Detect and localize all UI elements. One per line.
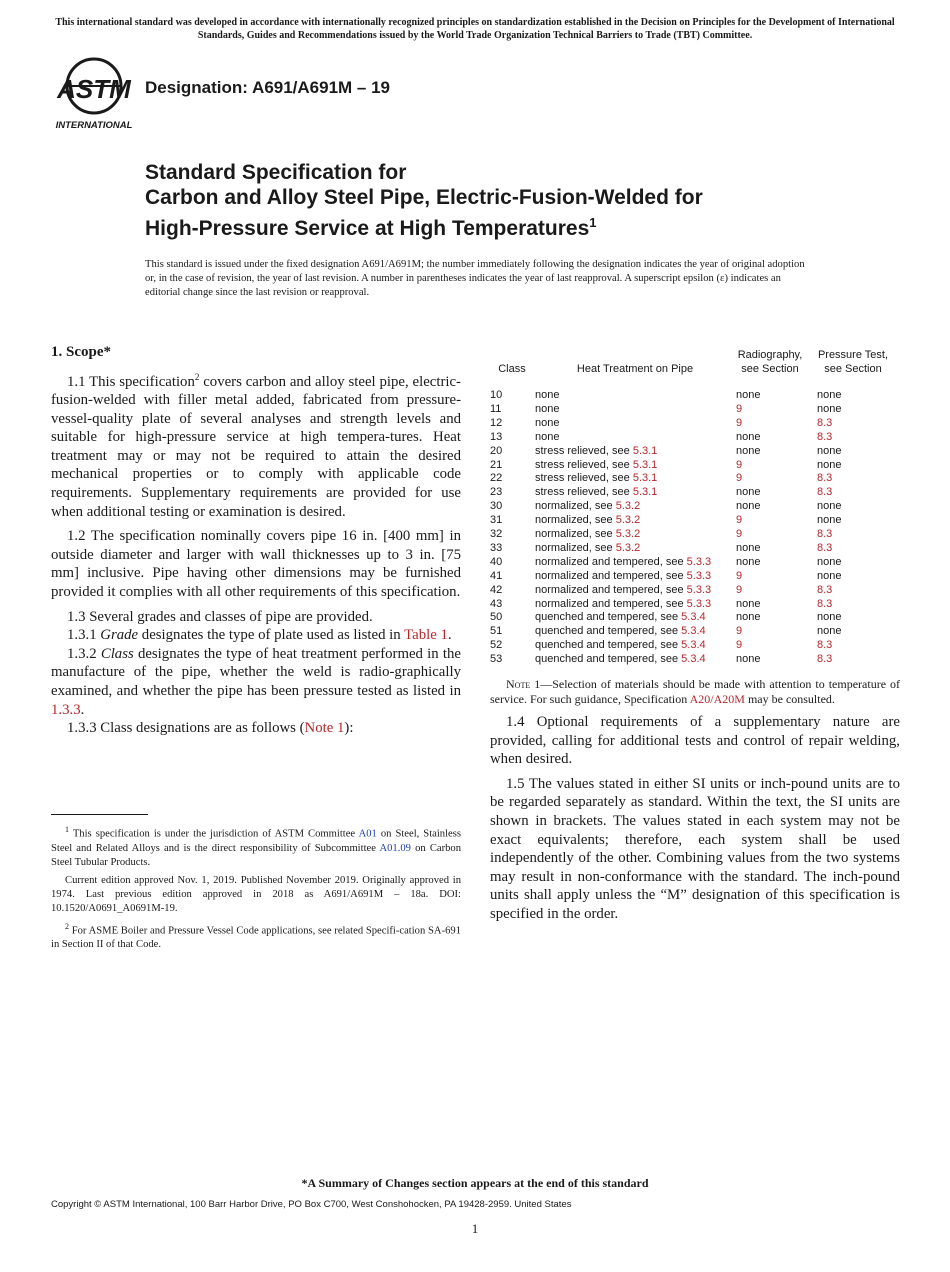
left-column — [51, 343, 461, 738]
section-1-3-3-link[interactable]: 1.3.3 — [51, 701, 81, 718]
table-row — [490, 459, 900, 473]
paragraph-1-1 — [51, 368, 461, 522]
p1-3-2-text: designates the type of heat treatment performed in the manufacture of the pipe, whether the weld is radio-graphically examined, and whether the pipe has been pressure tested as listed in — [51, 645, 461, 700]
p1-3-1-term: Grade — [100, 627, 139, 644]
astm-logo-icon — [53, 56, 135, 132]
subcommittee-a0109-link[interactable]: A01.09 — [379, 842, 411, 854]
logo-word: INTERNATIONAL — [55, 120, 133, 131]
paragraph-1-3-3 — [51, 719, 461, 738]
heat-section-link[interactable]: 5.3.3 — [686, 597, 712, 610]
cell-class: 21 — [490, 458, 503, 471]
table-row — [490, 584, 900, 598]
cell-heat-treatment — [535, 639, 706, 653]
p1-3-1-end: . — [447, 627, 452, 644]
cell-class: 13 — [490, 430, 503, 443]
cell-pressure-test[interactable]: 8.3 — [817, 653, 833, 666]
designation: Designation: A691/A691M – 19 — [145, 78, 391, 97]
table-row — [490, 389, 900, 403]
paragraph-1-2: 1.2 The specification nominally covers pipe 16 in. [400 mm] in outside diameter and larger with wall thicknesses up to 3 in. [75 mm] inclusive. Pipe having other dimensions may be furnished provided it complies with all other requirements of this specification. — [51, 528, 461, 601]
cell-radiography: none — [736, 500, 761, 513]
table-row — [490, 486, 900, 500]
header-class: Class — [498, 363, 526, 375]
cell-class: 11 — [490, 402, 502, 415]
cell-radiography: none — [736, 486, 761, 499]
table-row — [490, 639, 900, 653]
heat-section-link[interactable]: 5.3.1 — [632, 458, 658, 471]
cell-class: 30 — [490, 500, 503, 513]
heat-text: normalized, see — [535, 541, 616, 554]
cell-radiography[interactable]: 9 — [736, 416, 743, 429]
cell-pressure-test: none — [817, 569, 842, 582]
heat-section-link[interactable]: 5.3.3 — [686, 583, 712, 596]
fn1-mark: 1 — [65, 825, 69, 834]
heat-text: normalized and tempered, see — [535, 583, 687, 596]
heat-text: normalized, see — [535, 514, 616, 527]
cell-radiography[interactable]: 9 — [736, 583, 743, 596]
cell-pressure-test: none — [817, 444, 842, 457]
cell-class: 42 — [490, 583, 503, 596]
cell-class: 23 — [490, 486, 503, 499]
cell-class: 40 — [490, 555, 503, 568]
cell-heat-treatment — [535, 570, 711, 584]
paragraph-1-4: 1.4 Optional requirements of a supplementary nature are provided, calling for additional tests and control of repair welding, when desired. — [490, 714, 900, 768]
cell-pressure-test[interactable]: 8.3 — [817, 639, 833, 652]
p1-1-text-b: covers carbon and alloy steel pipe, electric-fusion-welded with filler metal added, fabricated from pressure-vessel-quality plate of several analyses and strength levels and suitable for high-pressure service at high tempera-tures. Heat treatment may or may not be required to attain the desired mechanical properties or to comply with applicable code requirements. Supplementary requirements are provided for use when additional testing or examination is desired. — [51, 373, 461, 520]
cell-class: 12 — [490, 416, 503, 429]
table-row — [490, 653, 900, 667]
cell-pressure-test: none — [817, 555, 842, 568]
table-row — [490, 556, 900, 570]
table-row — [490, 403, 900, 417]
cell-heat-treatment — [535, 500, 640, 514]
header-heat-treatment: Heat Treatment on Pipe — [576, 363, 694, 375]
table-row — [490, 500, 900, 514]
cell-pressure-test: none — [817, 402, 842, 415]
heat-text: normalized, see — [535, 528, 616, 540]
fn1-text-a: This specification is under the jurisdiction of ASTM Committee — [69, 828, 359, 840]
paragraph-1-3-2 — [51, 645, 461, 719]
cell-heat-treatment — [535, 472, 657, 486]
cell-class: 31 — [490, 514, 503, 527]
cell-pressure-test[interactable]: 8.3 — [817, 416, 833, 429]
header-pressure-test — [812, 348, 894, 376]
table-row — [490, 472, 900, 486]
cell-heat-treatment — [535, 459, 657, 473]
heat-section-link[interactable]: 5.3.2 — [615, 528, 641, 540]
table-row — [490, 570, 900, 584]
cell-class: 41 — [490, 569, 503, 582]
cell-radiography: none — [736, 389, 761, 401]
heat-text: quenched and tempered, see — [535, 625, 682, 638]
cell-class: 32 — [490, 528, 503, 540]
cell-pressure-test[interactable]: 8.3 — [817, 583, 833, 596]
footnote-rule — [51, 814, 148, 815]
cell-heat-treatment — [535, 389, 559, 403]
footnote-1 — [51, 823, 461, 870]
heat-section-link[interactable]: 5.3.2 — [615, 500, 641, 513]
heat-text: none — [535, 416, 560, 429]
cell-heat-treatment — [535, 542, 640, 556]
header-radiography-2: see Section — [741, 363, 799, 375]
cell-pressure-test: none — [817, 625, 842, 638]
heat-text: none — [535, 430, 560, 443]
header-pressure-1: Pressure Test, — [817, 349, 889, 361]
heat-section-link[interactable]: 5.3.3 — [686, 555, 712, 568]
cell-heat-treatment — [535, 584, 711, 598]
p1-3-2-end: . — [80, 701, 85, 718]
heat-text: stress relieved, see — [535, 458, 633, 471]
fn1-text-c: on Carbon Steel Tubular Products. — [51, 842, 462, 868]
p1-3-1-num: 1.3.1 — [67, 627, 101, 644]
table-row — [490, 542, 900, 556]
issue-note: This standard is issued under the fixed designation A691/A691M; the number immediately following the designation indicates the year of original adoption or, in the case of revision, the year of last revision. A number in parentheses indicates the year of last reapproval. A superscript epsilon (ε) indicates an editorial change since the last revision or reapproval. — [145, 259, 805, 298]
p1-3-2-num: 1.3.2 — [67, 645, 101, 662]
heat-section-link[interactable]: 5.3.3 — [686, 569, 712, 582]
note-1-text-a: —Selection of materials should be made with attention to temperature of service. For such guidance, Specification — [490, 677, 901, 706]
cell-heat-treatment — [535, 431, 559, 445]
title-line-3 — [145, 210, 845, 241]
heat-text: stress relieved, see — [535, 486, 633, 499]
table-row — [490, 431, 900, 445]
cell-class: 20 — [490, 444, 503, 457]
copyright: Copyright © ASTM International, 100 Barr Harbor Drive, PO Box C700, West Conshohocken, PA 19428-2959. United States — [51, 1199, 572, 1210]
cell-heat-treatment — [535, 598, 711, 612]
cell-heat-treatment — [535, 653, 706, 667]
paragraph-1-3-1 — [51, 626, 461, 645]
page-number: 1 — [471, 1221, 479, 1236]
heat-section-link[interactable]: 5.3.1 — [632, 444, 658, 457]
heat-section-link[interactable]: 5.3.1 — [632, 486, 658, 499]
header-radiography — [730, 348, 810, 376]
heat-section-link[interactable]: 5.3.4 — [681, 653, 706, 666]
cell-pressure-test[interactable]: 8.3 — [817, 541, 833, 554]
p1-3-3-end: ): — [344, 720, 354, 737]
heat-text: normalized and tempered, see — [535, 569, 687, 582]
top-notice: This international standard was developed in accordance with internationally recognized principles on standardization established in the Decision on Principles for the Development of International Standards, Guides and Recommendations issued by the World Trade Organization Technical Barriers to Trade (TBT) Committee. — [55, 17, 895, 41]
heat-text: none — [535, 402, 560, 415]
astm-logo — [53, 56, 135, 132]
heat-text: none — [535, 389, 560, 401]
cell-radiography[interactable]: 9 — [736, 458, 743, 471]
table-row — [490, 625, 900, 639]
note-1-link[interactable]: Note 1 — [304, 720, 345, 737]
cell-heat-treatment — [535, 486, 657, 500]
cell-radiography: none — [736, 597, 761, 610]
table-row — [490, 445, 900, 459]
heat-section-link[interactable]: 5.3.1 — [632, 472, 658, 485]
cell-pressure-test[interactable]: 8.3 — [817, 430, 833, 443]
cell-radiography[interactable]: 9 — [736, 514, 743, 527]
heat-section-link[interactable]: 5.3.2 — [615, 541, 641, 554]
cell-heat-treatment — [535, 556, 711, 570]
cell-radiography[interactable]: 9 — [736, 639, 743, 652]
cell-pressure-test: none — [817, 514, 842, 527]
current-edition: Current edition approved Nov. 1, 2019. Published November 2019. Originally approved in 1974. Last previous edition approved in 2018 as A691/A691M – 18a. DOI: 10.1520/A0691_A0691M-19. — [51, 874, 461, 914]
cell-class: 22 — [490, 472, 503, 485]
table-row — [490, 417, 900, 431]
cell-radiography[interactable]: 9 — [736, 472, 743, 485]
footnote-2 — [51, 920, 461, 953]
note-1-text-b: may be consulted. — [744, 692, 835, 706]
cell-class: 50 — [490, 611, 503, 624]
fn2-text: For ASME Boiler and Pressure Vessel Code applications, see related Specifi-cation SA-691 in Section II of that Code. — [51, 925, 461, 951]
heat-text: quenched and tempered, see — [535, 653, 682, 666]
heat-section-link[interactable]: 5.3.4 — [681, 611, 706, 624]
cell-radiography: none — [736, 611, 761, 624]
header-radiography-1: Radiography, — [737, 349, 803, 361]
heat-text: quenched and tempered, see — [535, 611, 682, 624]
cell-heat-treatment — [535, 403, 559, 417]
heat-text: normalized and tempered, see — [535, 597, 687, 610]
cell-class: 51 — [490, 625, 503, 638]
title-line-3-text: High-Pressure Service at High Temperatures — [145, 217, 590, 240]
heat-text: stress relieved, see — [535, 472, 633, 485]
heat-text: stress relieved, see — [535, 444, 633, 457]
scope-heading: 1. Scope* — [51, 344, 111, 360]
right-column — [490, 677, 900, 924]
cell-pressure-test: none — [817, 458, 842, 471]
cell-radiography: none — [736, 430, 761, 443]
header-pressure-2: see Section — [824, 363, 882, 375]
cell-pressure-test: none — [817, 611, 842, 624]
cell-radiography: none — [736, 444, 761, 457]
cell-heat-treatment — [535, 611, 706, 625]
cell-heat-treatment — [535, 514, 640, 528]
p1-3-2-term: Class — [100, 645, 134, 662]
cell-pressure-test[interactable]: 8.3 — [817, 528, 833, 540]
cell-class: 10 — [490, 389, 503, 401]
cell-class: 53 — [490, 653, 503, 666]
note-1 — [490, 677, 900, 707]
note-1-label: Note 1 — [506, 677, 541, 691]
cell-heat-treatment — [535, 417, 559, 431]
table-row — [490, 514, 900, 528]
document-title — [145, 160, 845, 241]
cell-heat-treatment — [535, 625, 706, 639]
cell-pressure-test[interactable]: 8.3 — [817, 472, 833, 485]
table-row — [490, 598, 900, 612]
cell-radiography: none — [736, 541, 761, 554]
p1-1-footnote-mark: 2 — [194, 371, 200, 382]
summary-of-changes-note: *A Summary of Changes section appears at the end of this standard — [301, 1176, 649, 1190]
p1-3-3-text: 1.3.3 Class designations are as follows ( — [67, 720, 305, 737]
cell-pressure-test[interactable]: 8.3 — [817, 597, 833, 610]
footnotes — [51, 823, 461, 956]
title-line-2: Carbon and Alloy Steel Pipe, Electric-Fusion-Welded for — [145, 186, 703, 209]
table-row — [490, 611, 900, 625]
title-line-1: Standard Specification for — [145, 161, 407, 184]
cell-class: 33 — [490, 541, 503, 554]
cell-radiography[interactable]: 9 — [736, 528, 743, 540]
cell-heat-treatment — [535, 445, 657, 459]
table-row — [490, 528, 900, 542]
heat-section-link[interactable]: 5.3.4 — [681, 639, 706, 652]
cell-radiography[interactable]: 9 — [736, 625, 743, 638]
cell-heat-treatment — [535, 528, 640, 542]
title-footnote-mark: 1 — [589, 215, 597, 230]
cell-radiography: none — [736, 653, 761, 666]
heat-text: quenched and tempered, see — [535, 639, 682, 652]
fn2-mark: 2 — [65, 921, 69, 931]
cell-radiography[interactable]: 9 — [736, 402, 743, 415]
cell-class: 52 — [490, 639, 503, 652]
heat-section-link[interactable]: 5.3.4 — [681, 625, 706, 638]
p1-1-text-a: 1.1 This specification — [67, 373, 195, 390]
table-1-link[interactable]: Table 1 — [404, 627, 448, 644]
cell-class: 43 — [490, 597, 503, 610]
cell-pressure-test: none — [817, 500, 842, 513]
cell-pressure-test[interactable]: 8.3 — [817, 486, 833, 499]
cell-radiography[interactable]: 9 — [736, 569, 743, 582]
p1-3-1-text: designates the type of plate used as listed in — [138, 627, 405, 644]
committee-a01-link[interactable]: A01 — [358, 828, 377, 840]
cell-pressure-test: none — [817, 389, 842, 401]
heat-text: normalized, see — [535, 500, 616, 513]
cell-radiography: none — [736, 555, 761, 568]
heat-section-link[interactable]: 5.3.2 — [615, 514, 641, 527]
paragraph-1-5: 1.5 The values stated in either SI units or inch-pound units are to be regarded separately as standard. Within the text, the SI units are shown in brackets. The values stated in each system may not be exact equivalents; therefore, each system shall be used independently of the other. Combining values from the two systems may result in non-conformance with the standard. The inch-pound units shall apply unless the “M” designation of this specification is specified in the order. — [490, 775, 900, 922]
fn1-text-b: on Steel, Stainless Steel and Related Alloys and is the direct responsibility of Subcommittee — [51, 828, 461, 854]
logo-letters: ASTM — [57, 74, 131, 104]
heat-text: normalized and tempered, see — [535, 555, 687, 568]
paragraph-1-3: 1.3 Several grades and classes of pipe are provided. — [67, 608, 373, 625]
spec-a20-link[interactable]: A20/A20M — [689, 692, 745, 706]
